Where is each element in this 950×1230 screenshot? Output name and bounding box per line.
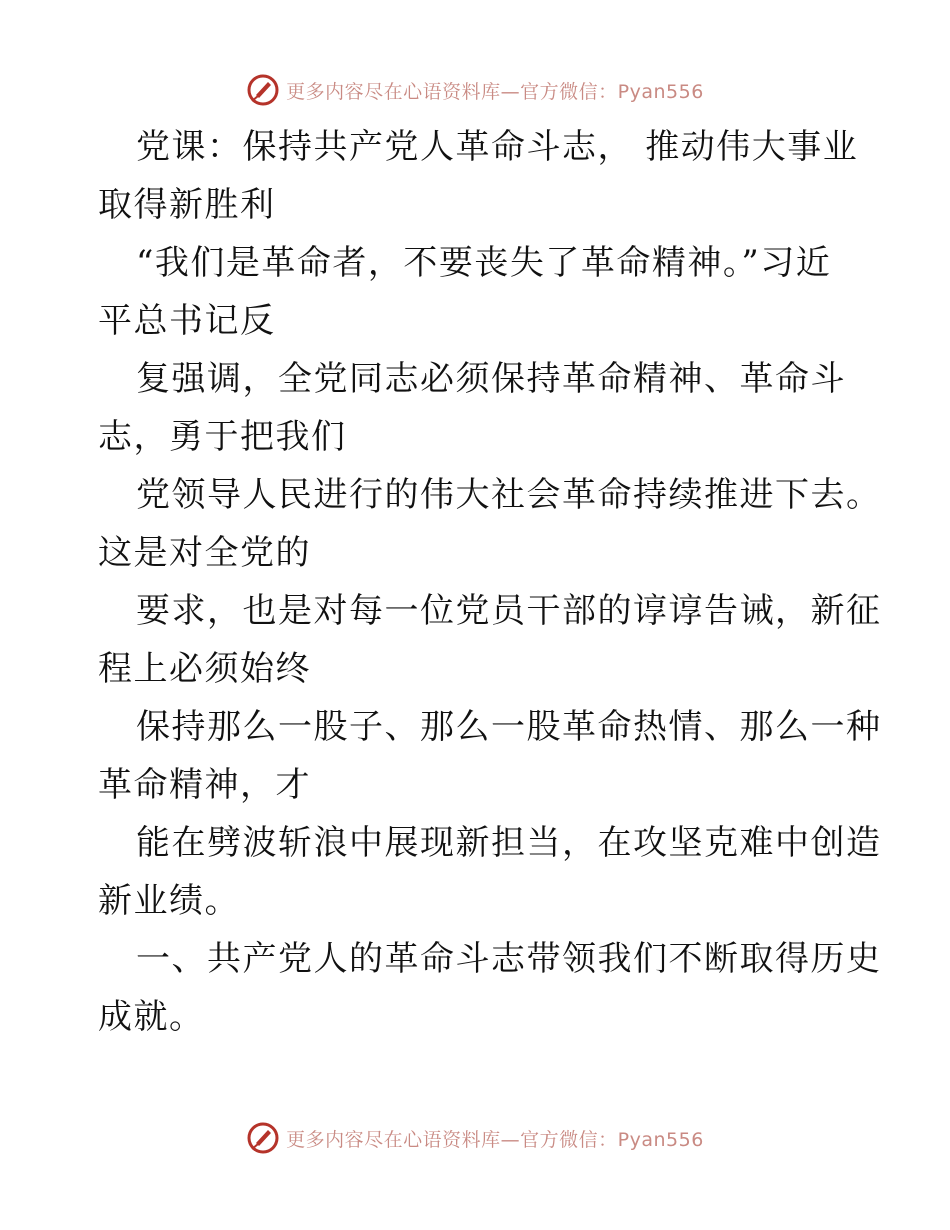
document-body xyxy=(98,118,882,1046)
section-heading-line: 成就。 xyxy=(98,997,205,1037)
header-banner-text: 更多内容尽在心语资料库—官方微信：Pyan556 xyxy=(286,80,704,103)
paragraph-line: 能在劈波斩浪中展现新担当，在攻坚克难中创造 xyxy=(136,823,882,863)
title-line-2: 取得新胜利 xyxy=(98,185,276,225)
header-banner xyxy=(0,70,950,110)
paragraph-line: 平总书记反 xyxy=(98,301,276,341)
quill-seal-icon xyxy=(246,1121,280,1155)
paragraph-line: 保持那么一股子、那么一股革命热情、那么一种 xyxy=(136,707,882,747)
paragraph-line: 程上必须始终 xyxy=(98,649,311,689)
paragraph-line: 要求，也是对每一位党员干部的谆谆告诫，新征 xyxy=(136,591,882,631)
paragraph-line: “我们是革命者，不要丧失了革命精神。”习近 xyxy=(136,243,832,283)
title-line-1: 党课：保持共产党人革命斗志， 推动伟大事业 xyxy=(136,127,859,167)
paragraph-line: 志，勇于把我们 xyxy=(98,417,347,457)
footer-banner-text: 更多内容尽在心语资料库—官方微信：Pyan556 xyxy=(286,1128,704,1151)
footer-banner xyxy=(0,1118,950,1158)
section-heading-line: 一、共产党人的革命斗志带领我们不断取得历史 xyxy=(136,939,882,979)
paragraph-line: 新业绩。 xyxy=(98,881,240,921)
paragraph-line: 革命精神，才 xyxy=(98,765,311,805)
quill-seal-icon xyxy=(246,73,280,107)
paragraph-line: 复强调，全党同志必须保持革命精神、革命斗 xyxy=(136,359,846,399)
paragraph-line: 党领导人民进行的伟大社会革命持续推进下去。 xyxy=(136,475,882,515)
paragraph-line: 这是对全党的 xyxy=(98,533,311,573)
